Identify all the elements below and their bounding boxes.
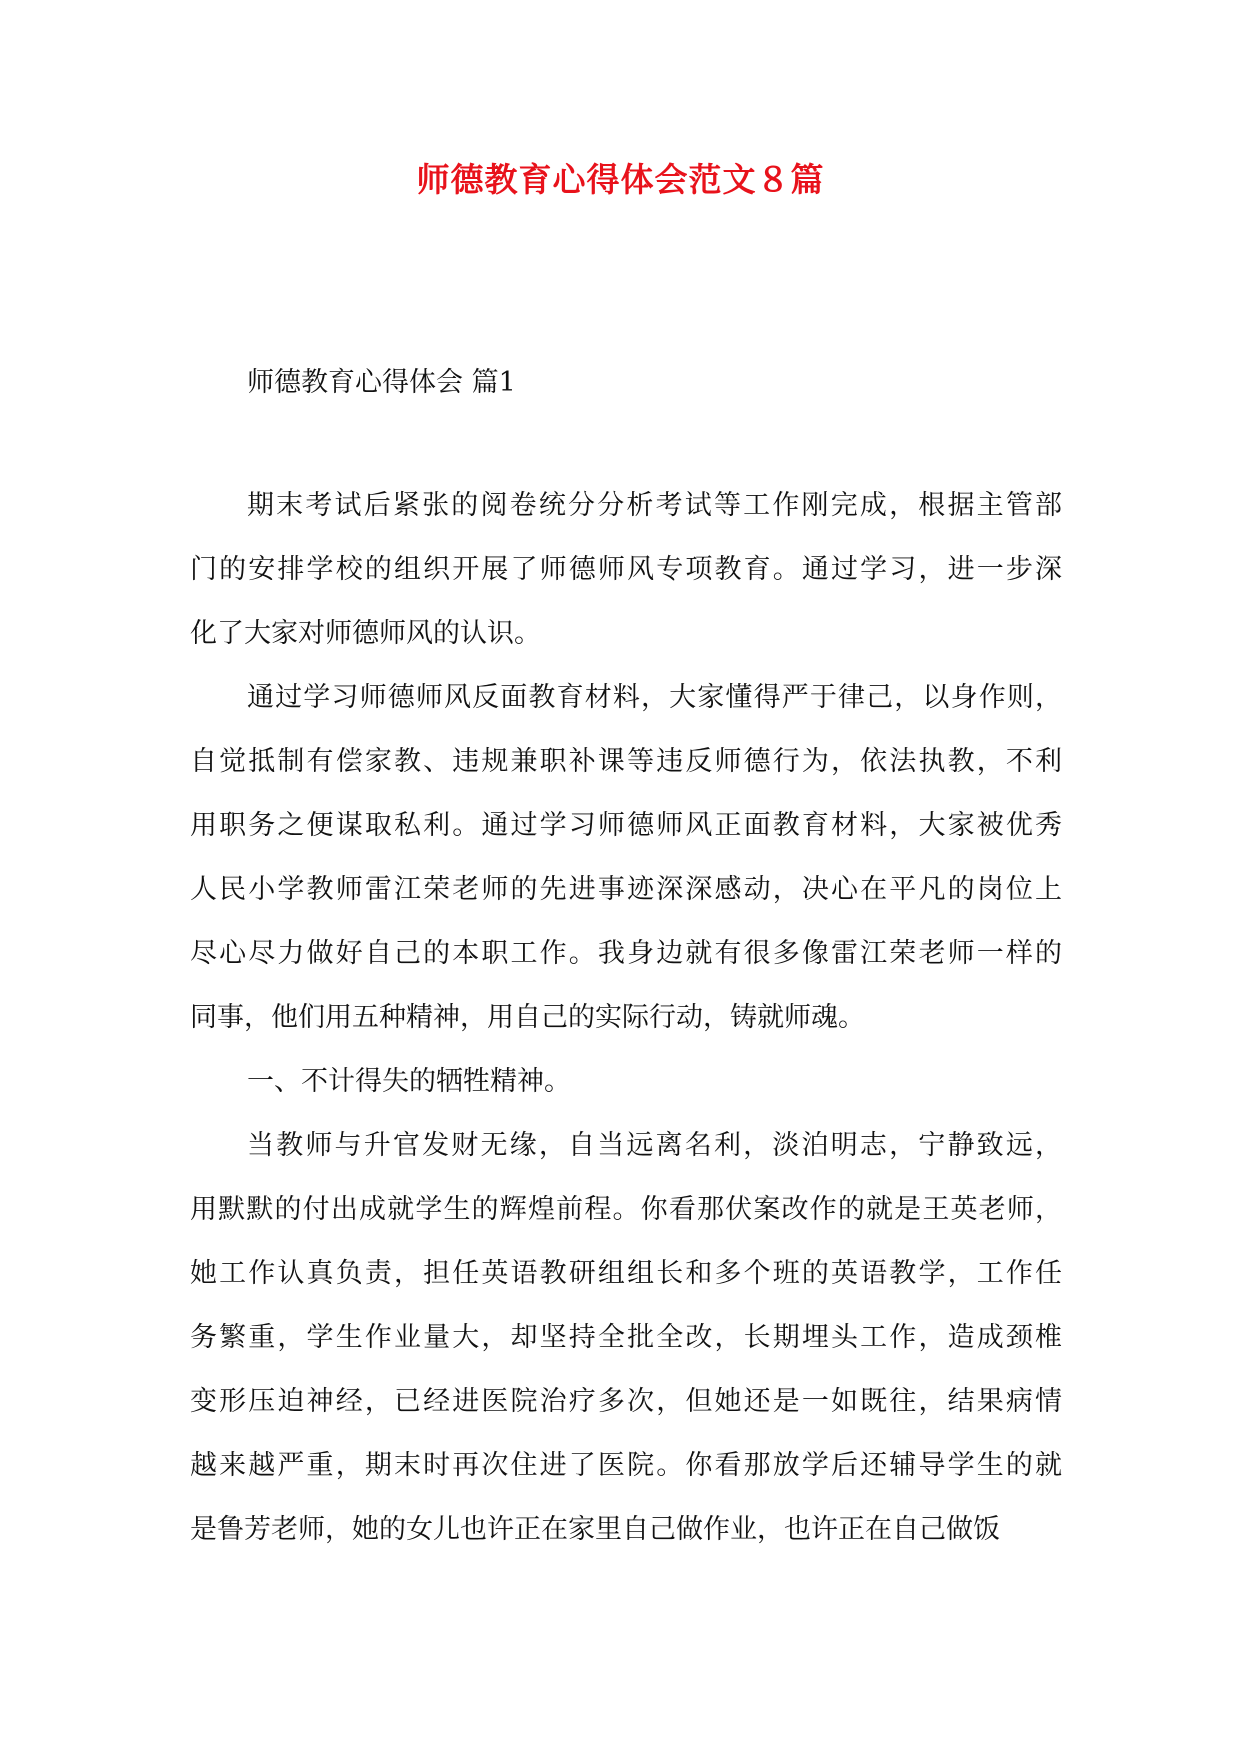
paragraph-line: 门的安排学校的组织开展了师德师风专项教育。通过学习，进一步深 bbox=[190, 554, 1062, 585]
paragraph-line: 一、不计得失的牺牲精神。 bbox=[247, 1066, 571, 1097]
body-paragraph bbox=[190, 1126, 1062, 1574]
paragraph-line: 她工作认真负责，担任英语教研组组长和多个班的英语教学，工作任 bbox=[190, 1258, 1062, 1289]
paragraph-line: 当教师与升官发财无缘，自当远离名利，淡泊明志，宁静致远， bbox=[247, 1130, 1062, 1161]
paragraph-line: 越来越严重，期末时再次住进了医院。你看那放学后还辅导学生的就 bbox=[190, 1450, 1062, 1481]
paragraph-line: 务繁重，学生作业量大，却坚持全批全改，长期埋头工作，造成颈椎 bbox=[190, 1322, 1062, 1353]
body-paragraph bbox=[190, 486, 1062, 678]
paragraph-line: 用默默的付出成就学生的辉煌前程。你看那伏案改作的就是王英老师， bbox=[190, 1194, 1062, 1225]
paragraph-line: 化了大家对师德师风的认识。 bbox=[190, 618, 541, 649]
paragraph-line: 变形压迫神经，已经进医院治疗多次，但她还是一如既往，结果病情 bbox=[190, 1386, 1062, 1417]
document-body bbox=[190, 486, 1062, 1574]
body-paragraph bbox=[190, 678, 1062, 1062]
document-title: 师德教育心得体会范文８篇 bbox=[416, 160, 825, 199]
paragraph-line: 是鲁芳老师，她的女儿也许正在家里自己做作业，也许正在自己做饭 bbox=[190, 1514, 1000, 1545]
paragraph-line: 尽心尽力做好自己的本职工作。我身边就有很多像雷江荣老师一样的 bbox=[190, 938, 1062, 969]
paragraph-line: 通过学习师德师风反面教育材料，大家懂得严于律己，以身作则， bbox=[247, 682, 1062, 713]
paragraph-line: 期末考试后紧张的阅卷统分分析考试等工作刚完成，根据主管部 bbox=[247, 490, 1062, 521]
paragraph-line: 用职务之便谋取私利。通过学习师德师风正面教育材料，大家被优秀 bbox=[190, 810, 1062, 841]
paragraph-line: 自觉抵制有偿家教、违规兼职补课等违反师德行为，依法执教，不利 bbox=[190, 746, 1062, 777]
paragraph-line: 同事，他们用五种精神，用自己的实际行动，铸就师魂。 bbox=[190, 1002, 865, 1033]
paragraph-line: 人民小学教师雷江荣老师的先进事迹深深感动，决心在平凡的岗位上 bbox=[190, 874, 1062, 905]
section-heading: 师德教育心得体会 篇1 bbox=[247, 367, 516, 398]
body-paragraph bbox=[190, 1062, 1062, 1126]
